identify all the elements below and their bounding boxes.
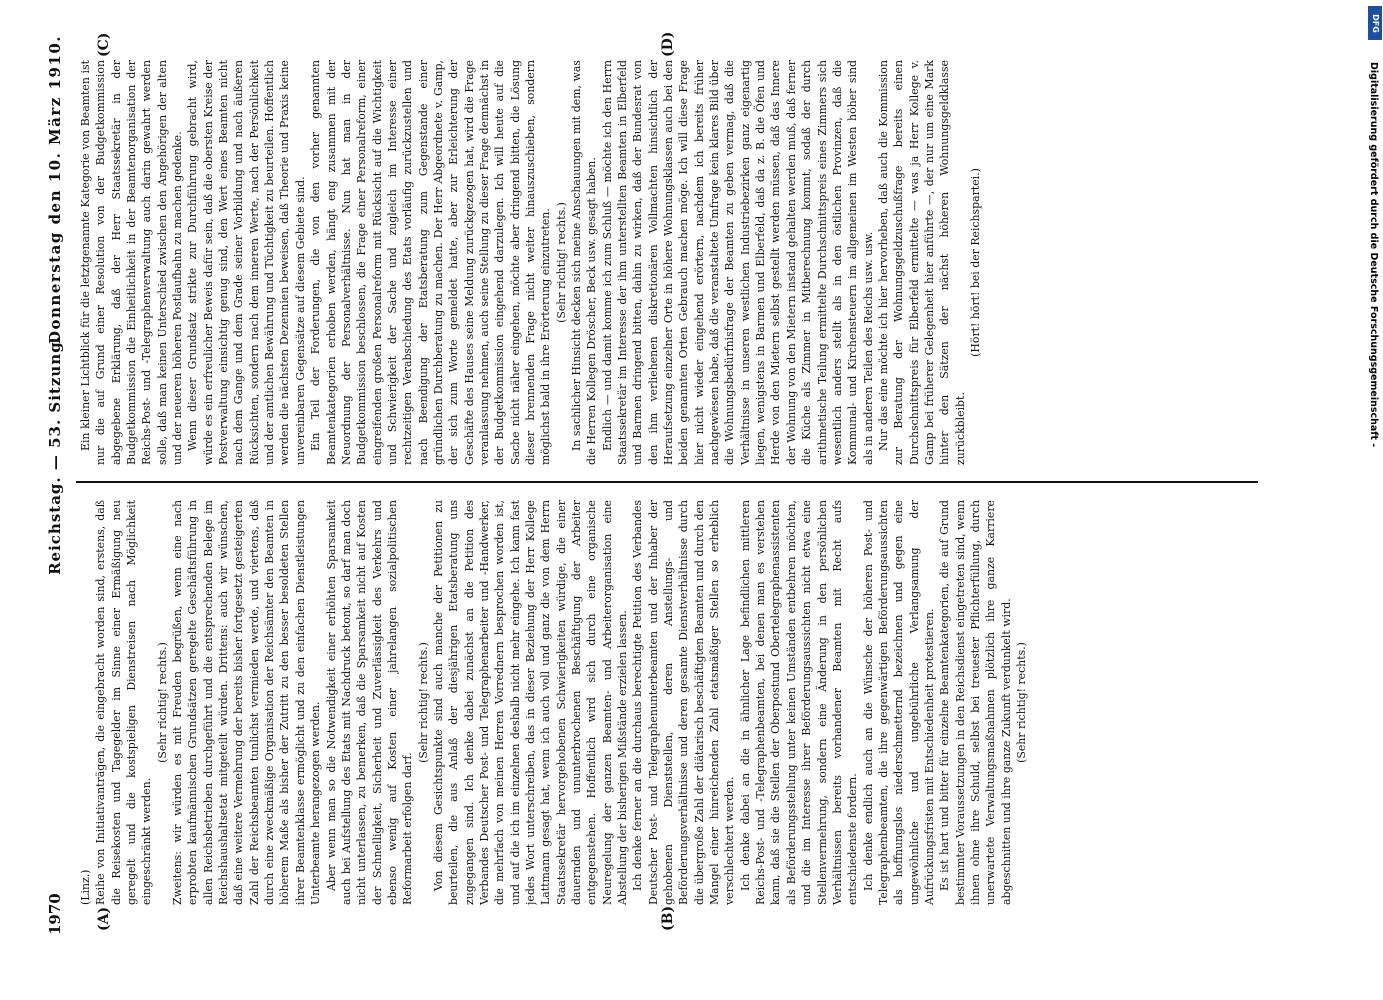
margin-marker-c: (C) <box>96 32 112 57</box>
dfg-logo: DFG <box>1368 6 1382 40</box>
margin-marker-b: (B) <box>660 905 676 931</box>
page-header <box>40 35 70 935</box>
paragraph: Ich denke endlich auch an die Wünsche der höheren Post- und Telegraphenbeamten, die ihre gegenwärtigen Beförderungsaussichten als hoffnungslos niederschmetternd bezeichnen und gegen eine ungewöhnliche und ungebührliche Verlangsamung der Aufrückungsfristen mit Entschiedenheit protestieren. <box>861 500 936 905</box>
paragraph: Ein kleiner Lichtblick für die letztgenannte Kategorie von Beamten ist nur die auf Grund einer Resolution von der Budgetkommission abgegebene Erklärung, daß der Herr Staatssekretär in der Budgetkommission die Einheitlichkeit in der Beamtenorganisation der Reichs-Post- und -Telegraphenverwaltung auch darin gewahrt werden solle, daß man keinen Unterschied zwischen den Angehörigen der alten und der neueren höheren Postlaufbahn zu machen gedenke. <box>79 60 185 465</box>
paragraph: Von diesem Gesichtspunkte sind auch manche der Petitionen zu beurteilen, die aus Anlaß der diesjährigen Etatsberatung uns zugegangen sind. Ich denke dabei zunächst an die Petition des Verbandes Deutscher Post- und Telegraphenarbeiter und -Handwerker, die mehrfach von meinen Herren Vorrednern besprochen worden ist, und auf die ich im einzelnen deshalb nicht mehr eingehe. Ich kann fast jedes Wort unterschreiben, das in dieser Beziehung der Herr Kollege Lattmann gesagt hat, wenn ich auch voll und ganz die von dem Herrn Staatssekretär hervorgehobenen Schwierigkeiten würdige, die einer dauernden und ununterbrochenen Beschäftigung der Arbeiter entgegenstehen. Hoffentlich wird sich durch eine organische Neuregelung der ganzen Beamten- und Arbeiterorganisation eine Abstellung der bisherigen Mißstände erzielen lassen. <box>431 500 630 905</box>
credit-text: Digitalisierung gefördert durch die Deutsche Forschungsgemeinschaft - <box>1368 62 1379 448</box>
paragraph: Es ist hart und bitter für einzelne Beamtenkategorien, die auf Grund bestimmter Voraussetzungen in den Reichsdienst eingetreten sind, wenn ihnen ohne ihre Schuld, selbst bei treuester Pflichterfüllung, durch unerwartete Verwaltungsmaßnahmen plötzlich ihre ganze Karriere abgeschnitten und ihre ganze Zukunft verdunkelt wird. <box>938 500 1013 905</box>
interjection: (Sehr richtig! rechts.) <box>554 202 568 323</box>
paragraph: Aber wenn man so die Notwendigkeit einer erhöhten Sparsamkeit auch bei Aufstellung des Etats mit Nachdruck betont, so darf man doch nicht unterlassen, zu bemerken, daß die Sparsamkeit nicht auf Kosten der Schnelligkeit, Sicherheit und Zuverlässigkeit des Verkehrs und ebenso wenig auf Kosten einer jahrelangen sozialpolitischen Reformarbeit erfolgen darf. <box>324 500 415 905</box>
paragraph: Wenn dieser Grundsatz strikte zur Durchführung gebracht wird, würde es ein erfreulicher Beweis dafür sein, daß die obersten Kreise der Postverwaltung einsichtig genug sind, den Wert eines Beamten nicht nach dem Gange und dem Grade seiner Vorbildung und nach äußeren Rücksichten, sondern nach dem inneren Werte, nach der Persönlichkeit und der amtlichen Bewährung und Tüchtigkeit zu beurteilen. Hoffentlich werden die nächsten Dezennien beweisen, daß Theorie und Praxis keine unvereinbaren Gegensätze auf diesem Gebiete sind. <box>186 60 307 465</box>
header-date: Donnerstag den 10. März 1910. <box>46 35 64 344</box>
right-text-column <box>78 60 1258 465</box>
rotated-document-page <box>40 31 1300 935</box>
interjection: (Hört! hört! bei der Reichspartei.) <box>968 168 982 357</box>
left-text-column <box>78 500 1258 905</box>
paragraph: (Linz.) <box>79 869 92 905</box>
paragraph: Reihe von Initiativanträgen, die eingebracht worden sind, erstens, daß die Reisekosten und Tagegelder im Sinne einer Ermäßigung neu geregelt und die kostspieligen Dienstreisen nach Möglichkeit eingeschränkt werden. <box>94 500 154 905</box>
interjection: (Sehr richtig! rechts.) <box>416 642 430 763</box>
paragraph: Ein Teil der Forderungen, die von den vorher genannten Beamtenkategorien erhoben werden, hängt eng zusammen mit der Neuordnung der Personalverhältnisse. Nun hat man in der Budgetkommission beschlossen, die Frage einer Personalreform, einer eingreifenden großen Personalreform mit Rücksicht auf die Wichtigkeit und Schwierigkeit der Sache und zugleich im Interesse einer rechtzeitigen Verabschiedung des Etats vorläufig zurückzustellen und nach Beendigung der Etatsberatung zum Gegenstande einer gründlichen Durchberatung zu machen. Der Herr Abgeordnete v. Gamp, der sich zum Worte gemeldet hatte, aber zur Erleichterung der Geschäfte des Hauses seine Meldung zurückgezogen hat, wird die Frage veranlassung nehmen, auch seine Stellung zu dieser Frage demnächst in der Budgetkommission eingehend darzulegen. Ich will heute auf die Sache nicht näher eingehen, möchte aber dringend bitten, die Lösung dieser brennenden Frage nicht weiter hinauszuschieben, sondern möglichst bald in ihre Erörterung einzutreten. <box>309 60 553 465</box>
paragraph: Zweitens: wir würden es mit Freuden begrüßen, wenn eine nach erprobten kaufmännischen Grundsätzen geregelte Geschäftsführung in allen Reichsbetrieben durchgeführt und die entsprechenden Belege im Reichshaushaltsetat mitgeteilt würden. Drittens: auch wir wünschen, daß eine weitere Vermehrung der bereits bisher fortgesetzt gesteigerten Zahl der Reichsbeamten tunlichst vermieden werde, und viertens, daß durch eine zweckmäßige Organisation der Reichsämter den Beamten in höherem Maße als bisher der Zutritt zu den besser besoldeten Stellen ihrer Beamtenklasse ermöglicht und zu den einfachen Dienstleistungen Unterbeamte herangezogen werden. <box>171 500 323 905</box>
page-number: 1970 <box>46 893 64 935</box>
interjection: (Sehr richtig! rechts.) <box>155 642 169 763</box>
margin-marker-d: (D) <box>660 31 676 57</box>
digitization-credit <box>1363 18 1383 718</box>
paragraph: Nur das eine möchte ich hier hervorheben, daß auch die Kommission zur Beratung der Wohnungsgeldzuschußfrage bereits einen Durchschnittspreis für Elberfeld ermittelte — was ja Herr Kollege v. Gamp bei früherer Gelegenheit hier anführte —, der nur um eine Mark hinter den Sätzen der nächst höheren Wohnungsgeldklasse zurückbleibt. <box>876 60 967 465</box>
header-title: Reichstag. — 53. Sitzung. <box>46 335 64 575</box>
paragraph: Ich denke ferner an die durchaus berechtigte Petition des Verbandes Deutscher Post- und Telegraphenunterbeamten und der Inhaber der gehobenen Dienststellen, deren Anstellungs- und Beförderungsverhältnisse und deren gesamte Dienstverhältnisse durch die übergroße Zahl der diätarisch beschäftigten Beamten und durch den Mangel einer hinreichenden Zahl etatsmäßiger Stellen so erheblich verschlechtert werden. <box>631 500 737 905</box>
paragraph: Ich denke dabei an die in ähnlicher Lage befindlichen mittleren Reichs-Post- und -Telegraphenbeamten, bei denen man es verstehen kann, daß sie die Stellen der Oberpostund Obertelegraphenassistenten als Beförderungsstellung unter keinen Umständen entbehren möchten, und die im Interesse ihrer Beförderungsaussichten nicht etwa eine Stellenvermehrung, sondern eine Änderung in den persönlichen Verhältnissen bereits vorhandener Beamten mit Recht aufs entschiedenste fordern. <box>738 500 860 905</box>
column-divider <box>76 481 1258 483</box>
margin-marker-a: (A) <box>96 906 112 931</box>
paragraph: In sachlicher Hinsicht decken sich meine Anschauungen mit dem, was die Herren Kollegen Dröscher, Beck usw. gesagt haben. <box>570 60 599 465</box>
paragraph: Endlich — und damit komme ich zum Schluß — möchte ich den Herrn Staatssekretär im Interesse der ihm unterstellten Beamten in Elberfeld und Barmen dringend bitten, dahin zu wirken, daß der Bundesrat von den ihm verliehenen diskretionären Vollmachten hinsichtlich der Heraufsetzung einzelner Orte in höhere Wohnungsklassen auch bei den beiden genannten Orten Gebrauch machen möge. Ich will diese Frage hier nicht wieder eingehend erörtern, nachdem ich bereits früher nachgewiesen habe, daß die veranstaltete Umfrage kein klares Bild über die Wohnungsbedürfnisfrage der Beamten zu geben vermag, daß die Verhältnisse in unseren westlichen Industriebezirken ganz eigenartig liegen, wenigstens in Barmen und Elberfeld, daß da z. B. die Öfen und Herde von den Mietern selbst gestellt werden müssen, daß das Innere der Wohnung von den Mietern instand gehalten werden muß, daß ferner die Küche als Zimmer in Mitberechnung kommt, sodaß der durch arithmetische Teilung ermittelte Durchschnittspreis eines Zimmers sich wesentlich anders stellt als in den östlichen Provinzen, daß die Kommunal- und Kirchensteuern im allgemeinen im Westen höher sind als in anderen Teilen des Reichs usw. usw. <box>600 60 875 465</box>
interjection: (Sehr richtig! rechts.) <box>1014 642 1028 763</box>
